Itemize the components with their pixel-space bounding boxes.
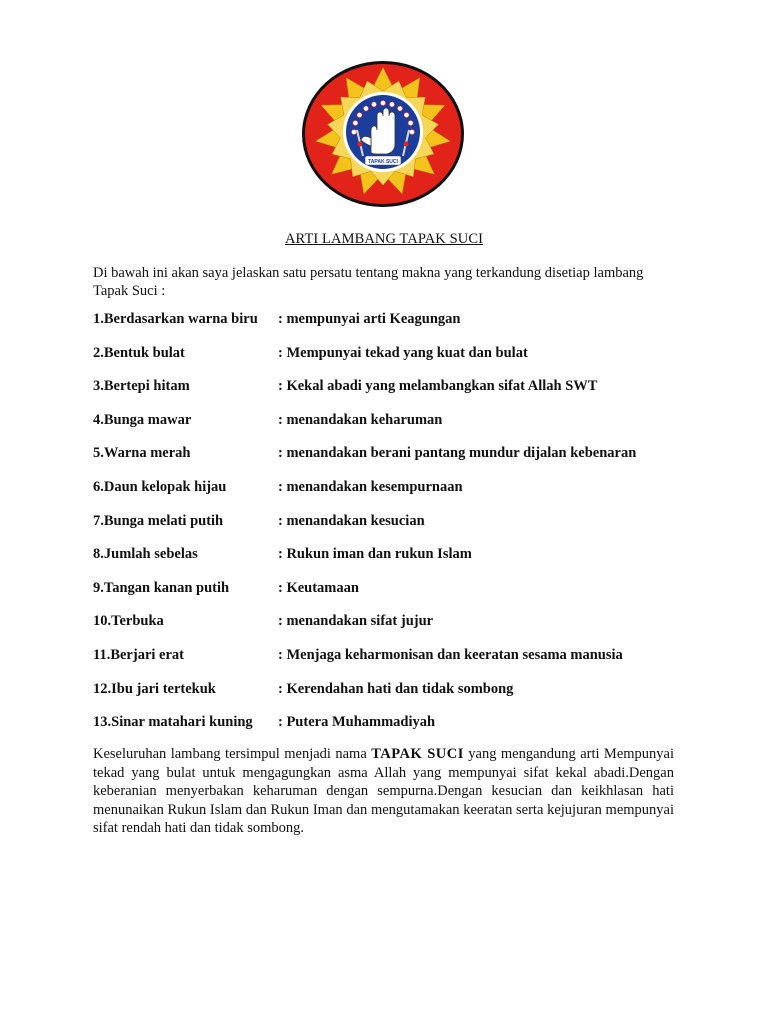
list-item bbox=[93, 613, 693, 647]
item-meaning: : Rukun iman dan rukun Islam bbox=[278, 546, 472, 563]
jasmine-flower-icon bbox=[397, 106, 402, 111]
item-meaning: : menandakan berani pantang mundur dijalan kebenaran bbox=[278, 445, 637, 462]
meaning-list bbox=[93, 311, 693, 748]
item-meaning: : menandakan kesempurnaan bbox=[278, 478, 463, 495]
conclusion-highlight: TAPAK SUCI bbox=[371, 746, 464, 762]
jasmine-flower-icon bbox=[371, 102, 376, 107]
jasmine-flower-icon bbox=[389, 102, 394, 107]
list-item bbox=[93, 647, 693, 681]
item-meaning: : menandakan keharuman bbox=[278, 411, 443, 428]
item-meaning: : Mempunyai tekad yang kuat dan bulat bbox=[278, 344, 528, 361]
jasmine-flower-icon bbox=[351, 129, 356, 134]
list-item bbox=[93, 345, 693, 379]
logo-banner-text: TAPAK SUCI bbox=[368, 159, 398, 165]
conclusion-paragraph bbox=[93, 745, 674, 838]
item-term: 3.Bertepi hitam bbox=[93, 378, 190, 395]
item-meaning: : Menjaga keharmonisan dan keeratan sesama manusia bbox=[278, 646, 623, 663]
item-term: 10.Terbuka bbox=[93, 613, 164, 630]
list-item bbox=[93, 311, 693, 345]
item-meaning: : Kekal abadi yang melambangkan sifat Allah SWT bbox=[278, 378, 598, 395]
jasmine-flower-icon bbox=[363, 106, 368, 111]
item-term: 4.Bunga mawar bbox=[93, 411, 192, 428]
item-term: 8.Jumlah sebelas bbox=[93, 546, 198, 563]
conclusion-text-before: Keseluruhan lambang tersimpul menjadi nama bbox=[93, 746, 372, 762]
item-term: 12.Ibu jari tertekuk bbox=[93, 680, 216, 697]
item-term: 5.Warna merah bbox=[93, 445, 191, 462]
list-item bbox=[93, 681, 693, 715]
jasmine-flower-icon bbox=[404, 112, 409, 117]
item-meaning: : menandakan kesucian bbox=[278, 512, 425, 529]
intro-paragraph: Di bawah ini akan saya jelaskan satu persatu tentang makna yang terkandung disetiap lambang Tapak Suci : bbox=[93, 265, 644, 299]
item-term: 11.Berjari erat bbox=[93, 646, 184, 663]
jasmine-flower-icon bbox=[380, 100, 385, 105]
item-meaning: : Kerendahan hati dan tidak sombong bbox=[278, 680, 514, 697]
item-term: 7.Bunga melati putih bbox=[93, 512, 224, 529]
list-item bbox=[93, 580, 693, 614]
jasmine-flower-icon bbox=[353, 120, 358, 125]
item-meaning: : Putera Muhammadiyah bbox=[278, 714, 436, 731]
tapak-suci-logo bbox=[301, 60, 465, 208]
page-title: ARTI LAMBANG TAPAK SUCI bbox=[284, 231, 484, 247]
item-meaning: : menandakan sifat jujur bbox=[278, 613, 434, 630]
item-term: 13.Sinar matahari kuning bbox=[93, 714, 253, 731]
item-term: 9.Tangan kanan putih bbox=[93, 579, 230, 596]
jasmine-flower-icon bbox=[408, 120, 413, 125]
item-term: 2.Bentuk bulat bbox=[93, 344, 185, 361]
list-item bbox=[93, 445, 693, 479]
item-meaning: : mempunyai arti Keagungan bbox=[278, 311, 461, 327]
item-term: 6.Daun kelopak hijau bbox=[93, 478, 227, 495]
list-item bbox=[93, 412, 693, 446]
list-item bbox=[93, 546, 693, 580]
jasmine-flower-icon bbox=[409, 129, 414, 134]
jasmine-flower-icon bbox=[357, 112, 362, 117]
list-item bbox=[93, 714, 693, 748]
conclusion-text-after: yang mengandung arti Mempunyai tekad yang bulat untuk mengagungkan asma Allah yang mempunyai sifat kekal abadi.Dengan keberanian menyerbakan keharuman dengan sempurna.Dengan kesucian dan keikhlasan hati menunaikan Rukun Islam dan Rukun Iman dan mengutamakan keeratan serta kejujuran mempunyai sifat rendah hati dan tidak sombong. bbox=[93, 746, 675, 836]
item-term: 1.Berdasarkan warna biru bbox=[93, 311, 258, 327]
list-item bbox=[93, 513, 693, 547]
list-item bbox=[93, 479, 693, 513]
item-meaning: : Keutamaan bbox=[278, 579, 359, 596]
list-item bbox=[93, 378, 693, 412]
tapak-suci-emblem bbox=[301, 60, 465, 208]
